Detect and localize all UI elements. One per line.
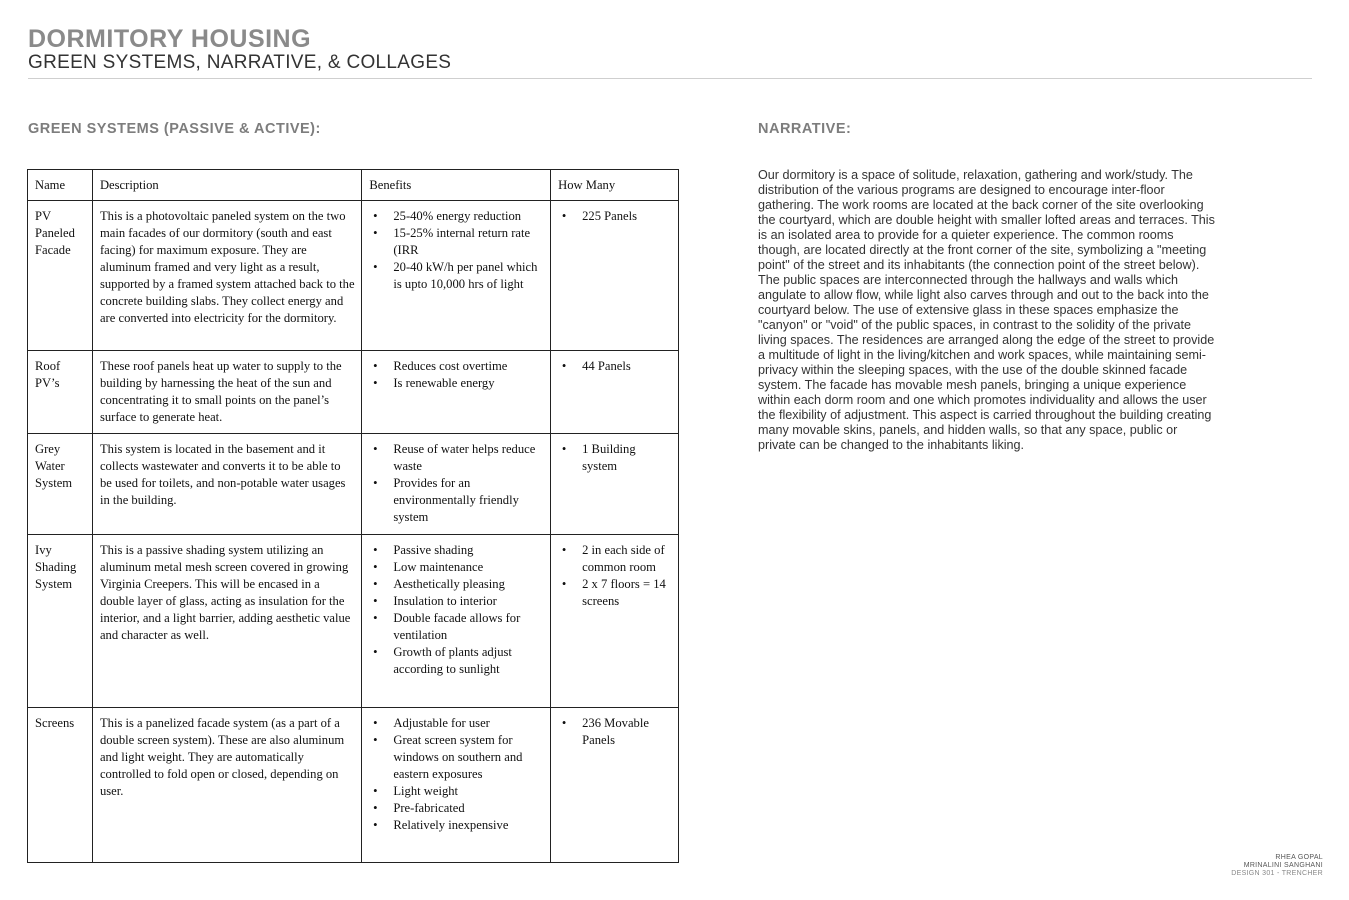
table-row [28, 708, 679, 863]
benefit-item: • Relatively inexpensive [393, 817, 544, 834]
credit-author-2: MRINALINI SANGHANI [1243, 862, 1323, 869]
credit-course: DESIGN 301 - TRENCHER [1231, 870, 1323, 877]
benefits-cell [362, 535, 551, 708]
benefits-cell [362, 201, 551, 351]
benefits-list [369, 358, 544, 392]
benefit-item: • Reduces cost overtime [393, 358, 544, 375]
quantity-item: • 2 in each side of common room [582, 542, 672, 576]
system-name-cell: Screens [28, 708, 93, 863]
column-header-how-many: How Many [551, 170, 679, 201]
benefit-item: • Low maintenance [393, 559, 544, 576]
system-name-cell: PV Paneled Facade [28, 201, 93, 351]
header-divider [28, 78, 1312, 79]
benefit-item: • Insulation to interior [393, 593, 544, 610]
benefits-list [369, 441, 544, 526]
quantity-item: • 225 Panels [582, 208, 672, 225]
benefits-list [369, 715, 544, 834]
credit-author-1: RHEA GOPAL [1275, 854, 1323, 861]
benefit-item: • Pre-fabricated [393, 800, 544, 817]
how-many-cell [551, 351, 679, 434]
how-many-list [558, 441, 672, 475]
quantity-item: • 236 Movable Panels [582, 715, 672, 749]
page-title: DORMITORY HOUSING [28, 25, 312, 53]
benefit-item: • Light weight [393, 783, 544, 800]
system-description-cell: This system is located in the basement and it collects wastewater and converts it to be able to be used for toilets, and non-potable water usages in the building. [92, 434, 361, 535]
benefit-item: • 25-40% energy reduction [393, 208, 544, 225]
green-systems-table [27, 169, 679, 863]
how-many-cell [551, 535, 679, 708]
narrative-heading: NARRATIVE: [758, 121, 852, 137]
system-description-cell: This is a passive shading system utilizing an aluminum metal mesh screen covered in growing Virginia Creepers. This will be encased in a double layer of glass, acting as insulation for the interior, and a light barrier, adding aesthetic value and character as well. [92, 535, 361, 708]
benefit-item: • Great screen system for windows on southern and eastern exposures [393, 732, 544, 783]
table-row [28, 434, 679, 535]
table-row [28, 351, 679, 434]
benefit-item: • Growth of plants adjust according to sunlight [393, 644, 544, 678]
table-row [28, 201, 679, 351]
benefit-item: • Provides for an environmentally friendly system [393, 475, 544, 526]
how-many-cell [551, 708, 679, 863]
quantity-item: • 44 Panels [582, 358, 672, 375]
narrative-text: Our dormitory is a space of solitude, relaxation, gathering and work/study. The distribution of the various programs are designed to encourage inter-floor gathering. The work rooms are located at the back corner of the site overlooking the courtyard, which are double height with smaller lofted areas and terraces. This is an isolated area to provide for a quieter experience. The common rooms though, are located directly at the front corner of the site, symbolizing a "meeting point" of the street and its inhabitants (the connection point of the street below). The public spaces are interconnected through the hallways and walls which angulate to allow flow, while light also carves through and out to the back into the courtyard below. The use of extensive glass in these spaces emphasize the "canyon" or "void" of the public spaces, in contrast to the solidity of the private living spaces. The residences are arranged along the edge of the street to provide a multitude of light in the living/kitchen and work spaces, while maintaining semi-privacy within the sleeping spaces, with the use of the double skinned facade system. The facade has movable mesh panels, bringing a unique experience within each dorm room and one which promotes individuality and allows the user the flexibility of adjustment. This aspect is carried throughout the building creating many movable skins, panels, and hidden walls, so that any space, public or private can be changed to the inhabitants liking. [758, 168, 1215, 452]
how-many-list [558, 208, 672, 225]
page-subtitle: GREEN SYSTEMS, NARRATIVE, & COLLAGES [28, 52, 452, 73]
benefit-item: • Aesthetically pleasing [393, 576, 544, 593]
green-systems-heading: GREEN SYSTEMS (PASSIVE & ACTIVE): [28, 121, 321, 137]
how-many-list [558, 715, 672, 749]
benefits-cell [362, 351, 551, 434]
quantity-item: • 2 x 7 floors = 14 screens [582, 576, 672, 610]
benefit-item: • Adjustable for user [393, 715, 544, 732]
quantity-item: • 1 Building system [582, 441, 672, 475]
system-description-cell: These roof panels heat up water to supply to the building by harnessing the heat of the sun and concentrating it to small points on the panel’s surface to generate heat. [92, 351, 361, 434]
system-description-cell: This is a panelized facade system (as a part of a double screen system). These are also aluminum and light weight. They are automatically controlled to fold open or closed, depending on user. [92, 708, 361, 863]
column-header-benefits: Benefits [362, 170, 551, 201]
system-name-cell: Roof PV’s [28, 351, 93, 434]
benefit-item: • Is renewable energy [393, 375, 544, 392]
table-body [28, 201, 679, 863]
table-row [28, 535, 679, 708]
benefit-item: • Passive shading [393, 542, 544, 559]
column-header-description: Description [92, 170, 361, 201]
column-header-name: Name [28, 170, 93, 201]
benefit-item: • Double facade allows for ventilation [393, 610, 544, 644]
benefits-cell [362, 708, 551, 863]
benefit-item: • 15-25% internal return rate (IRR [393, 225, 544, 259]
how-many-cell [551, 434, 679, 535]
benefits-list [369, 208, 544, 293]
system-name-cell: Grey Water System [28, 434, 93, 535]
benefit-item: • 20-40 kW/h per panel which is upto 10,000 hrs of light [393, 259, 544, 293]
system-description-cell: This is a photovoltaic paneled system on the two main facades of our dormitory (south and east facing) for maximum exposure. They are aluminum framed and very light as a result, supported by a framed system attached back to the concrete building slabs. They collect energy and are converted into electricity for the dormitory. [92, 201, 361, 351]
benefit-item: • Reuse of water helps reduce waste [393, 441, 544, 475]
system-name-cell: Ivy Shading System [28, 535, 93, 708]
credits [1231, 854, 1323, 878]
how-many-list [558, 542, 672, 610]
how-many-cell [551, 201, 679, 351]
benefits-list [369, 542, 544, 678]
how-many-list [558, 358, 672, 375]
table-header-row [28, 170, 679, 201]
benefits-cell [362, 434, 551, 535]
